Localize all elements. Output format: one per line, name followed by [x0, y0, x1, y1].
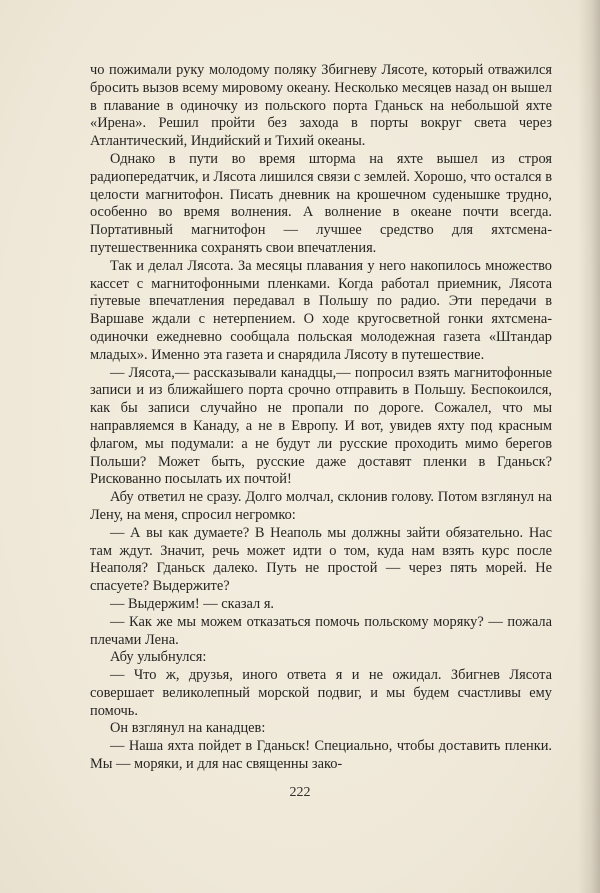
paragraph: — Лясота,— рассказывали канадцы,— попросил взять магнитофонные записи и из ближайшего порта срочно отправить в Польшу. Беспокоился, как бы записи случайно не пропали по дороге. Сожалел, что мы направляемся в Канаду, а не в Европу. И вот, увидев яхту под красным флагом, мы подумали: а не будут ли русские проходить мимо берегов Польши? Может быть, русские даже доставят пленки в Гданьск? Рискованно посылать их почтой! — [90, 364, 552, 488]
paragraph: — Наша яхта пойдет в Гданьск! Специально, чтобы доставить пленки. Мы — моряки, и для нас священны зако- — [90, 738, 552, 773]
paragraph: — Выдержим! — сказал я. — [110, 595, 275, 612]
paragraph: — Как же мы можем отказаться помочь польскому моряку? — пожала плечами Лена. — [90, 613, 552, 648]
page-number: 222 — [289, 785, 311, 800]
paragraph: — Что ж, друзья, иного ответа я и не ожидал. Збигнев Лясота совершает великолепный морской подвиг, и мы будем счастливы ему помочь. — [90, 667, 552, 719]
paragraph: Однако в пути во время шторма на яхте вышел из строя радиопередатчик, и Лясота лишился связи с землей. Хорошо, что остался в целости магнитофон. Писать дневник на крошечном суденышке трудно, особенно во время волнения. А волнение в океане почти всегда. Портативный магнитофон — лучшее средство для яхтсмена-путешественника сохранять свои впечатления. — [90, 150, 552, 256]
paragraph: Абу ответил не сразу. Долго молчал, склонив голову. Потом взглянул на Лену, на меня, спросил негромко: — [90, 489, 552, 523]
paragraph: чо пожимали руку молодому поляку Збигневу Лясоте, который отважился бросить вызов всему мировому океану. Несколько месяцев назад он вышел в плавание в одиночку из польского порта Гданьск на небольшой яхте «Ирена». Решил пройти без захода в порты вокруг света через Атлантический, Индийский и Тихий океаны. — [90, 62, 552, 150]
page-edge-shadow — [578, 0, 600, 893]
body-text — [90, 62, 552, 774]
paragraph: Он взглянул на канадцев: — [110, 720, 266, 737]
paragraph: Так и делал Лясота. За месяцы плавания у него накопилось множество кассет с магнитофонными пленками. Когда работал приемник, Лясота путевые впечатления передавал в Польшу по радио. Эти передачи в Варшаве ждали с нетерпением. О ходе кругосветной гонки яхтсмена-одиночки ежедневно сообщала польская молодежная газета «Штандар младых». Именно эта газета и снарядила Лясоту в путешествие. — [90, 257, 552, 363]
paragraph: Абу улыбнулся: — [110, 649, 207, 666]
paragraph: — А вы как думаете? В Неаполь мы должны зайти обязательно. Нас там ждут. Значит, речь может идти о том, куда нам взять курс после Неаполя? Гданьск далеко. Путь не простой — через пять морей. Не спасуете? Выдержите? — [90, 524, 552, 595]
